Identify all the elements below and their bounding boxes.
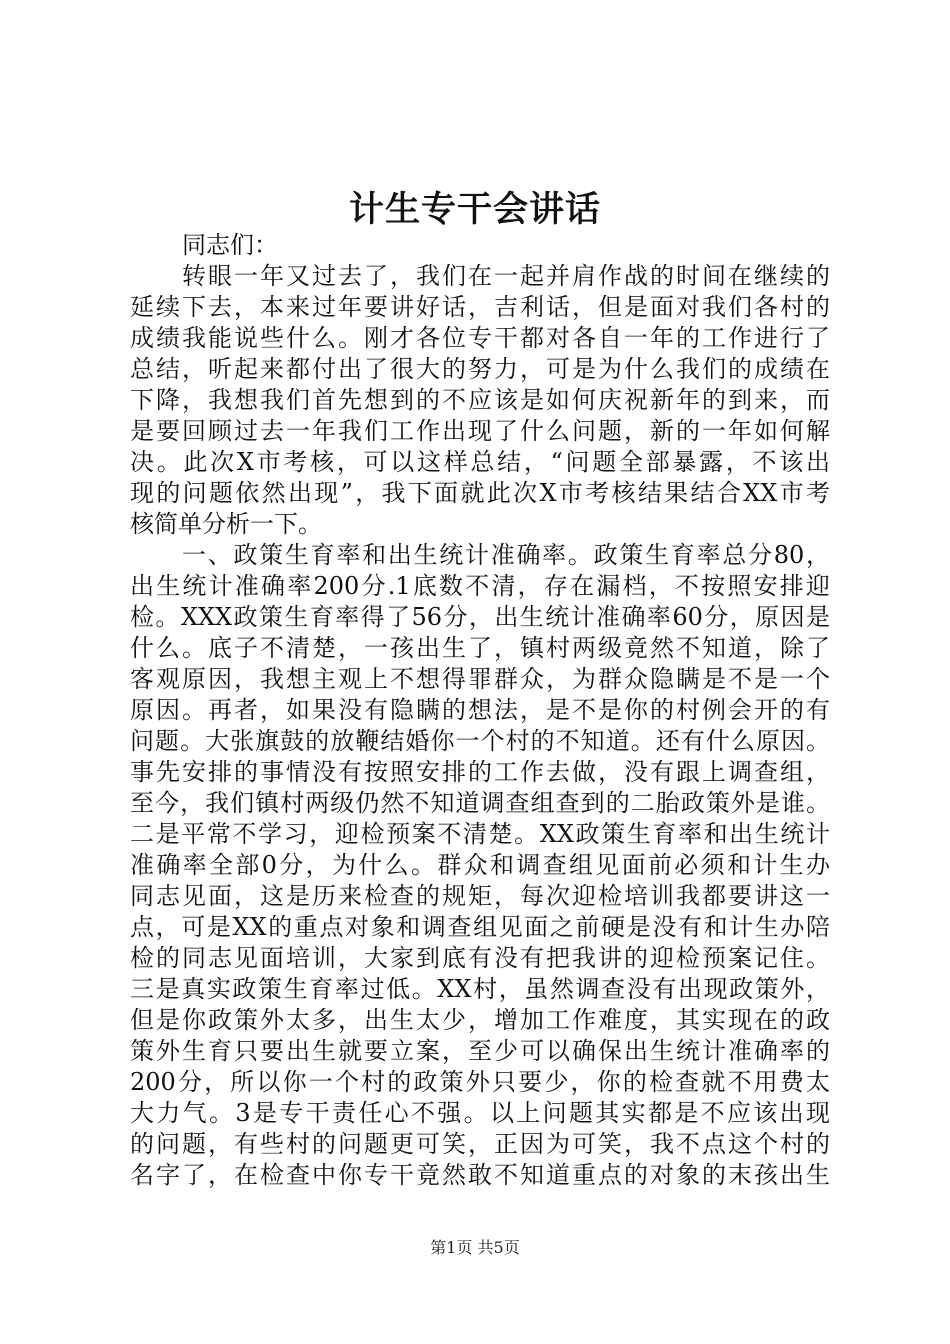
body-line: 核简单分析一下。 (130, 510, 322, 538)
body-line: 客观原因，我想主观上不想得罪群众，为群众隐瞒是不是一个 (130, 665, 830, 693)
body-line: 至今，我们镇村两级仍然不知道调查组查到的二胎政策外是谁。 (130, 789, 830, 817)
body-line: 点，可是XX的重点对象和调查组见面之前硬是没有和计生办陪 (130, 913, 830, 941)
body-line: 事先安排的事情没有按照安排的工作去做，没有跟上调查组， (130, 758, 830, 786)
body-line: 总结，听起来都付出了很大的努力，可是为什么我们的成绩在 (130, 355, 830, 383)
document-body (130, 230, 830, 1191)
body-line: 下降，我想我们首先想到的不应该是如何庆祝新年的到来，而 (130, 386, 830, 414)
body-line: 什么。底子不清楚，一孩出生了，镇村两级竟然不知道，除了 (130, 634, 830, 662)
body-line: 但是你政策外太多，出生太少，增加工作难度，其实现在的政 (130, 1006, 830, 1034)
body-line: 二是平常不学习，迎检预案不清楚。XX政策生育率和出生统计 (130, 820, 830, 848)
body-line: 成绩我能说些什么。刚才各位专干都对各自一年的工作进行了 (130, 324, 830, 352)
body-line: 检的同志见面培训，大家到底有没有把我讲的迎检预案记住。 (130, 944, 830, 972)
body-line: 检。XXX政策生育率得了56分，出生统计准确率60分，原因是 (130, 603, 830, 631)
body-line: 问题。大张旗鼓的放鞭结婚你一个村的不知道。还有什么原因。 (130, 727, 830, 755)
body-line: 同志见面，这是历来检查的规矩，每次迎检培训我都要讲这一 (130, 882, 830, 910)
body-line: 一、政策生育率和出生统计准确率。政策生育率总分80， (182, 541, 830, 569)
body-line: 策外生育只要出生就要立案，至少可以确保出生统计准确率的 (130, 1037, 830, 1065)
body-line: 三是真实政策生育率过低。XX村，虽然调查没有出现政策外， (130, 975, 830, 1003)
body-line: 现的问题依然出现”，我下面就此次X市考核结果结合XX市考 (130, 479, 830, 507)
document-title: 计生专干会讲话 (348, 189, 601, 230)
body-line: 200分，所以你一个村的政策外只要少，你的检查就不用费太 (130, 1068, 830, 1096)
body-line: 延续下去，本来过年要讲好话，吉利话，但是面对我们各村的 (130, 293, 830, 321)
body-line: 大力气。3是专干责任心不强。以上问题其实都是不应该出现 (130, 1099, 830, 1127)
body-line: 决。此次X市考核，可以这样总结，“问题全部暴露，不该出 (130, 448, 830, 476)
page-number-footer: 第1页 共5页 (430, 1238, 520, 1257)
salutation-line: 同志们： (182, 231, 278, 259)
body-line: 转眼一年又过去了，我们在一起并肩作战的时间在继续的 (182, 262, 830, 290)
body-line: 出生统计准确率200分.1底数不清，存在漏档，不按照安排迎 (130, 572, 830, 600)
body-line: 准确率全部0分，为什么。群众和调查组见面前必须和计生办 (130, 851, 830, 879)
body-line: 原因。再者，如果没有隐瞒的想法，是不是你的村例会开的有 (130, 696, 830, 724)
body-line: 的问题，有些村的问题更可笑，正因为可笑，我不点这个村的 (130, 1130, 830, 1158)
body-line: 名字了，在检查中你专干竟然敢不知道重点的对象的末孩出生 (130, 1161, 830, 1189)
body-line: 是要回顾过去一年我们工作出现了什么问题，新的一年如何解 (130, 417, 830, 445)
